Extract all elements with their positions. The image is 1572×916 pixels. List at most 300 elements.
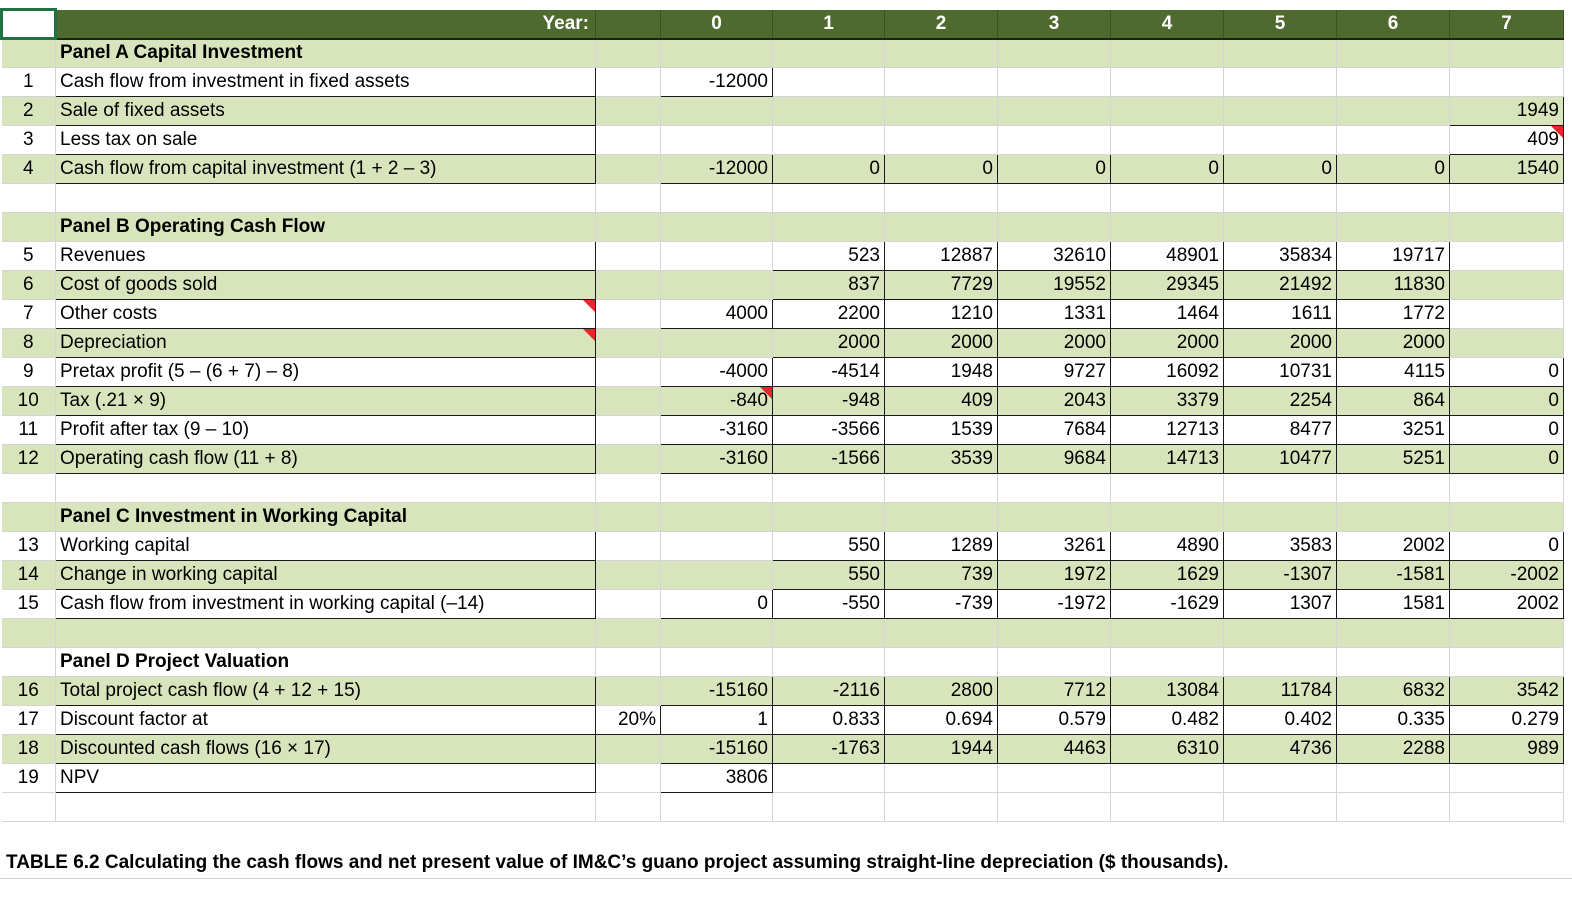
value-cell[interactable]: -12000 <box>661 68 773 97</box>
value-cell[interactable] <box>1337 764 1450 793</box>
value-cell[interactable]: -1972 <box>998 590 1111 619</box>
empty-cell[interactable] <box>1450 213 1564 242</box>
empty-cell[interactable] <box>1224 39 1337 68</box>
row-number[interactable]: 19 <box>2 764 56 793</box>
row-number[interactable]: 3 <box>2 126 56 155</box>
value-cell[interactable]: 4115 <box>1337 358 1450 387</box>
empty-cell[interactable] <box>773 474 885 503</box>
panel-title[interactable]: Panel D Project Valuation <box>56 648 596 677</box>
empty-cell[interactable] <box>56 793 596 822</box>
row-label[interactable]: Pretax profit (5 – (6 + 7) – 8) <box>56 358 596 387</box>
value-cell[interactable] <box>1337 97 1450 126</box>
value-cell[interactable] <box>773 764 885 793</box>
value-cell[interactable] <box>1450 271 1564 300</box>
value-cell[interactable]: 9727 <box>998 358 1111 387</box>
value-cell[interactable] <box>998 97 1111 126</box>
empty-cell[interactable] <box>773 184 885 213</box>
rate-cell[interactable] <box>596 271 661 300</box>
empty-cell[interactable] <box>56 474 596 503</box>
value-cell[interactable]: 2000 <box>1224 329 1337 358</box>
value-cell[interactable]: -15160 <box>661 677 773 706</box>
empty-cell[interactable] <box>885 619 998 648</box>
empty-cell[interactable] <box>596 619 661 648</box>
year-header-cell[interactable]: 2 <box>885 10 998 39</box>
value-cell[interactable]: 12887 <box>885 242 998 271</box>
value-cell[interactable]: 7729 <box>885 271 998 300</box>
value-cell[interactable]: 3261 <box>998 532 1111 561</box>
empty-cell[interactable] <box>661 474 773 503</box>
value-cell[interactable]: 2800 <box>885 677 998 706</box>
empty-cell[interactable] <box>661 793 773 822</box>
value-cell[interactable] <box>1224 97 1337 126</box>
empty-cell[interactable] <box>661 184 773 213</box>
value-cell[interactable]: -12000 <box>661 155 773 184</box>
empty-cell[interactable] <box>2 619 56 648</box>
value-cell[interactable]: -1566 <box>773 445 885 474</box>
row-label[interactable]: Cash flow from capital investment (1 + 2 – 3) <box>56 155 596 184</box>
value-cell[interactable]: 1289 <box>885 532 998 561</box>
value-cell[interactable] <box>1224 68 1337 97</box>
value-cell[interactable] <box>998 68 1111 97</box>
value-cell[interactable]: 3379 <box>1111 387 1224 416</box>
row-label[interactable]: Cost of goods sold <box>56 271 596 300</box>
value-cell[interactable]: 1772 <box>1337 300 1450 329</box>
empty-cell[interactable] <box>596 793 661 822</box>
empty-cell[interactable] <box>998 648 1111 677</box>
value-cell[interactable]: 409 <box>885 387 998 416</box>
value-cell[interactable]: 2043 <box>998 387 1111 416</box>
row-number-cell[interactable] <box>2 213 56 242</box>
rate-cell[interactable] <box>596 242 661 271</box>
value-cell[interactable]: 4000 <box>661 300 773 329</box>
rate-cell[interactable] <box>596 764 661 793</box>
row-number[interactable]: 11 <box>2 416 56 445</box>
value-cell[interactable]: 3539 <box>885 445 998 474</box>
value-cell[interactable]: 0 <box>1224 155 1337 184</box>
value-cell[interactable]: 0.402 <box>1224 706 1337 735</box>
value-cell[interactable] <box>1450 764 1564 793</box>
value-cell[interactable]: 2288 <box>1337 735 1450 764</box>
empty-cell[interactable] <box>1337 184 1450 213</box>
rate-cell[interactable] <box>596 677 661 706</box>
value-cell[interactable]: 0 <box>1450 387 1564 416</box>
empty-cell[interactable] <box>885 648 998 677</box>
rate-cell[interactable] <box>596 329 661 358</box>
empty-cell[interactable] <box>596 39 661 68</box>
value-cell[interactable] <box>998 764 1111 793</box>
value-cell[interactable]: 14713 <box>1111 445 1224 474</box>
empty-cell[interactable] <box>1337 503 1450 532</box>
empty-cell[interactable] <box>1224 213 1337 242</box>
value-cell[interactable]: 0 <box>885 155 998 184</box>
empty-cell[interactable] <box>661 39 773 68</box>
value-cell[interactable]: 1581 <box>1337 590 1450 619</box>
value-cell[interactable]: 1948 <box>885 358 998 387</box>
rate-cell[interactable] <box>596 590 661 619</box>
value-cell[interactable]: -3160 <box>661 445 773 474</box>
value-cell[interactable] <box>885 97 998 126</box>
value-cell[interactable]: -3566 <box>773 416 885 445</box>
empty-cell[interactable] <box>885 474 998 503</box>
value-cell[interactable]: 11784 <box>1224 677 1337 706</box>
value-cell[interactable]: -739 <box>885 590 998 619</box>
value-cell[interactable] <box>1111 764 1224 793</box>
empty-cell[interactable] <box>596 213 661 242</box>
value-cell[interactable]: 4736 <box>1224 735 1337 764</box>
row-label[interactable]: Total project cash flow (4 + 12 + 15) <box>56 677 596 706</box>
empty-cell[interactable] <box>661 503 773 532</box>
empty-cell[interactable] <box>1450 793 1564 822</box>
row-number[interactable]: 2 <box>2 97 56 126</box>
row-label[interactable]: Change in working capital <box>56 561 596 590</box>
value-cell[interactable]: 11830 <box>1337 271 1450 300</box>
value-cell[interactable]: 2000 <box>998 329 1111 358</box>
empty-cell[interactable] <box>56 619 596 648</box>
rate-cell[interactable] <box>596 561 661 590</box>
empty-cell[interactable] <box>1450 39 1564 68</box>
value-cell[interactable]: -550 <box>773 590 885 619</box>
empty-cell[interactable] <box>885 793 998 822</box>
row-number[interactable]: 14 <box>2 561 56 590</box>
row-number[interactable]: 1 <box>2 68 56 97</box>
value-cell[interactable]: 5251 <box>1337 445 1450 474</box>
value-cell[interactable]: 0 <box>1450 445 1564 474</box>
year-header-cell[interactable]: 1 <box>773 10 885 39</box>
rate-cell[interactable] <box>596 735 661 764</box>
value-cell[interactable]: 12713 <box>1111 416 1224 445</box>
value-cell[interactable]: 2000 <box>773 329 885 358</box>
empty-cell[interactable] <box>2 184 56 213</box>
value-cell[interactable]: 1464 <box>1111 300 1224 329</box>
empty-cell[interactable] <box>998 184 1111 213</box>
empty-cell[interactable] <box>1224 474 1337 503</box>
empty-cell[interactable] <box>998 39 1111 68</box>
empty-cell[interactable] <box>596 648 661 677</box>
row-label[interactable]: Cash flow from investment in working capital (–14) <box>56 590 596 619</box>
rate-cell[interactable] <box>596 155 661 184</box>
value-cell[interactable]: 0.335 <box>1337 706 1450 735</box>
value-cell[interactable] <box>1450 300 1564 329</box>
value-cell[interactable]: 35834 <box>1224 242 1337 271</box>
empty-cell[interactable] <box>1337 648 1450 677</box>
empty-cell[interactable] <box>661 648 773 677</box>
row-label[interactable]: Cash flow from investment in fixed assets <box>56 68 596 97</box>
panel-title[interactable]: Panel B Operating Cash Flow <box>56 213 596 242</box>
value-cell[interactable]: 0 <box>1111 155 1224 184</box>
rate-cell[interactable] <box>596 532 661 561</box>
value-cell[interactable] <box>1224 126 1337 155</box>
row-number-cell[interactable] <box>2 39 56 68</box>
row-label[interactable]: Less tax on sale <box>56 126 596 155</box>
value-cell[interactable] <box>1224 764 1337 793</box>
value-cell[interactable] <box>773 97 885 126</box>
empty-cell[interactable] <box>1450 619 1564 648</box>
row-number[interactable]: 18 <box>2 735 56 764</box>
value-cell[interactable]: 2000 <box>885 329 998 358</box>
empty-cell[interactable] <box>1111 793 1224 822</box>
row-number[interactable]: 16 <box>2 677 56 706</box>
empty-cell[interactable] <box>998 503 1111 532</box>
value-cell[interactable]: 48901 <box>1111 242 1224 271</box>
value-cell[interactable]: 3806 <box>661 764 773 793</box>
value-cell[interactable]: 0.694 <box>885 706 998 735</box>
value-cell[interactable]: 29345 <box>1111 271 1224 300</box>
empty-cell[interactable] <box>885 39 998 68</box>
row-number[interactable]: 5 <box>2 242 56 271</box>
value-cell[interactable]: 2200 <box>773 300 885 329</box>
value-cell[interactable]: -2116 <box>773 677 885 706</box>
value-cell[interactable]: 3542 <box>1450 677 1564 706</box>
header-cell[interactable] <box>596 10 661 39</box>
row-number[interactable]: 15 <box>2 590 56 619</box>
value-cell[interactable]: 9684 <box>998 445 1111 474</box>
value-cell[interactable] <box>661 532 773 561</box>
value-cell[interactable] <box>661 561 773 590</box>
empty-cell[interactable] <box>1224 793 1337 822</box>
rate-cell[interactable] <box>596 68 661 97</box>
value-cell[interactable]: 0 <box>661 590 773 619</box>
value-cell[interactable]: 550 <box>773 561 885 590</box>
value-cell[interactable]: 19552 <box>998 271 1111 300</box>
value-cell[interactable]: -4000 <box>661 358 773 387</box>
value-cell[interactable]: 32610 <box>998 242 1111 271</box>
year-header-cell[interactable]: 7 <box>1450 10 1564 39</box>
value-cell[interactable]: 19717 <box>1337 242 1450 271</box>
value-cell[interactable]: 3583 <box>1224 532 1337 561</box>
value-cell[interactable]: 10477 <box>1224 445 1337 474</box>
value-cell[interactable]: 0.482 <box>1111 706 1224 735</box>
value-cell[interactable]: 7712 <box>998 677 1111 706</box>
empty-cell[interactable] <box>885 503 998 532</box>
value-cell[interactable] <box>661 97 773 126</box>
empty-cell[interactable] <box>998 619 1111 648</box>
value-cell[interactable]: -1763 <box>773 735 885 764</box>
value-cell[interactable]: -15160 <box>661 735 773 764</box>
panel-title[interactable]: Panel C Investment in Working Capital <box>56 503 596 532</box>
value-cell[interactable] <box>1111 97 1224 126</box>
empty-cell[interactable] <box>1337 39 1450 68</box>
value-cell[interactable]: 0 <box>1450 416 1564 445</box>
value-cell[interactable]: 0.579 <box>998 706 1111 735</box>
value-cell[interactable] <box>661 242 773 271</box>
empty-cell[interactable] <box>1450 474 1564 503</box>
empty-cell[interactable] <box>1111 474 1224 503</box>
value-cell[interactable] <box>661 329 773 358</box>
value-cell[interactable]: 0 <box>773 155 885 184</box>
value-cell[interactable]: -948 <box>773 387 885 416</box>
value-cell[interactable] <box>885 126 998 155</box>
value-cell[interactable]: 1944 <box>885 735 998 764</box>
value-cell[interactable] <box>1337 126 1450 155</box>
value-cell[interactable] <box>773 68 885 97</box>
empty-cell[interactable] <box>998 474 1111 503</box>
value-cell[interactable] <box>1111 68 1224 97</box>
empty-cell[interactable] <box>1224 184 1337 213</box>
value-cell[interactable]: 1972 <box>998 561 1111 590</box>
value-cell[interactable]: 523 <box>773 242 885 271</box>
value-cell[interactable]: 7684 <box>998 416 1111 445</box>
empty-cell[interactable] <box>1111 619 1224 648</box>
value-cell[interactable]: 0.279 <box>1450 706 1564 735</box>
empty-cell[interactable] <box>1111 39 1224 68</box>
value-cell[interactable]: 1540 <box>1450 155 1564 184</box>
empty-cell[interactable] <box>998 213 1111 242</box>
value-cell[interactable]: -1307 <box>1224 561 1337 590</box>
value-cell[interactable]: 0 <box>998 155 1111 184</box>
value-cell[interactable]: 4463 <box>998 735 1111 764</box>
row-number[interactable]: 12 <box>2 445 56 474</box>
value-cell[interactable]: 2254 <box>1224 387 1337 416</box>
empty-cell[interactable] <box>1337 793 1450 822</box>
empty-cell[interactable] <box>773 503 885 532</box>
year-header-cell[interactable]: 3 <box>998 10 1111 39</box>
row-label[interactable]: Other costs <box>56 300 596 329</box>
value-cell[interactable]: 3251 <box>1337 416 1450 445</box>
panel-title[interactable]: Panel A Capital Investment <box>56 39 596 68</box>
row-number-cell[interactable] <box>2 503 56 532</box>
value-cell[interactable]: 1331 <box>998 300 1111 329</box>
value-cell[interactable]: 4890 <box>1111 532 1224 561</box>
value-cell[interactable]: -1581 <box>1337 561 1450 590</box>
selected-cell[interactable] <box>2 10 56 39</box>
rate-cell[interactable] <box>596 358 661 387</box>
value-cell[interactable] <box>661 271 773 300</box>
empty-cell[interactable] <box>773 793 885 822</box>
value-cell[interactable]: 2000 <box>1337 329 1450 358</box>
row-number[interactable]: 10 <box>2 387 56 416</box>
empty-cell[interactable] <box>1111 503 1224 532</box>
empty-cell[interactable] <box>2 474 56 503</box>
row-label[interactable]: Sale of fixed assets <box>56 97 596 126</box>
row-number[interactable]: 8 <box>2 329 56 358</box>
value-cell[interactable]: 0.833 <box>773 706 885 735</box>
value-cell[interactable]: -4514 <box>773 358 885 387</box>
value-cell[interactable]: 1629 <box>1111 561 1224 590</box>
empty-cell[interactable] <box>998 793 1111 822</box>
empty-cell[interactable] <box>596 184 661 213</box>
year-label[interactable]: Year: <box>56 10 596 39</box>
empty-cell[interactable] <box>1450 648 1564 677</box>
value-cell[interactable]: 2002 <box>1450 590 1564 619</box>
row-number[interactable]: 9 <box>2 358 56 387</box>
rate-cell[interactable]: 20% <box>596 706 661 735</box>
value-cell[interactable]: -840 <box>661 387 773 416</box>
value-cell[interactable]: 1611 <box>1224 300 1337 329</box>
value-cell[interactable]: -3160 <box>661 416 773 445</box>
empty-cell[interactable] <box>56 184 596 213</box>
value-cell[interactable]: 989 <box>1450 735 1564 764</box>
empty-cell[interactable] <box>773 39 885 68</box>
rate-cell[interactable] <box>596 300 661 329</box>
empty-cell[interactable] <box>596 503 661 532</box>
row-number[interactable]: 4 <box>2 155 56 184</box>
value-cell[interactable] <box>661 126 773 155</box>
rate-cell[interactable] <box>596 126 661 155</box>
empty-cell[interactable] <box>596 474 661 503</box>
value-cell[interactable]: 0 <box>1337 155 1450 184</box>
rate-cell[interactable] <box>596 387 661 416</box>
row-number[interactable]: 7 <box>2 300 56 329</box>
value-cell[interactable]: 2000 <box>1111 329 1224 358</box>
empty-cell[interactable] <box>773 213 885 242</box>
row-label[interactable]: NPV <box>56 764 596 793</box>
value-cell[interactable]: 10731 <box>1224 358 1337 387</box>
empty-cell[interactable] <box>1111 648 1224 677</box>
value-cell[interactable] <box>1450 68 1564 97</box>
empty-cell[interactable] <box>1337 619 1450 648</box>
year-header-cell[interactable]: 6 <box>1337 10 1450 39</box>
row-label[interactable]: Depreciation <box>56 329 596 358</box>
value-cell[interactable]: 739 <box>885 561 998 590</box>
empty-cell[interactable] <box>1224 648 1337 677</box>
empty-cell[interactable] <box>773 619 885 648</box>
row-label[interactable]: Operating cash flow (11 + 8) <box>56 445 596 474</box>
empty-cell[interactable] <box>1337 474 1450 503</box>
year-header-cell[interactable]: 4 <box>1111 10 1224 39</box>
value-cell[interactable]: 0 <box>1450 358 1564 387</box>
value-cell[interactable]: 1539 <box>885 416 998 445</box>
empty-cell[interactable] <box>885 184 998 213</box>
row-label[interactable]: Tax (.21 × 9) <box>56 387 596 416</box>
value-cell[interactable] <box>1111 126 1224 155</box>
value-cell[interactable]: 2002 <box>1337 532 1450 561</box>
value-cell[interactable] <box>1450 329 1564 358</box>
row-label[interactable]: Discounted cash flows (16 × 17) <box>56 735 596 764</box>
empty-cell[interactable] <box>2 793 56 822</box>
value-cell[interactable]: 8477 <box>1224 416 1337 445</box>
value-cell[interactable] <box>885 764 998 793</box>
empty-cell[interactable] <box>1111 184 1224 213</box>
value-cell[interactable]: 1 <box>661 706 773 735</box>
row-number[interactable]: 6 <box>2 271 56 300</box>
empty-cell[interactable] <box>1450 184 1564 213</box>
empty-cell[interactable] <box>885 213 998 242</box>
value-cell[interactable]: 21492 <box>1224 271 1337 300</box>
empty-cell[interactable] <box>1111 213 1224 242</box>
value-cell[interactable]: 837 <box>773 271 885 300</box>
empty-cell[interactable] <box>773 648 885 677</box>
value-cell[interactable]: -2002 <box>1450 561 1564 590</box>
value-cell[interactable] <box>773 126 885 155</box>
empty-cell[interactable] <box>1450 503 1564 532</box>
empty-cell[interactable] <box>661 619 773 648</box>
value-cell[interactable]: 13084 <box>1111 677 1224 706</box>
rate-cell[interactable] <box>596 97 661 126</box>
row-label[interactable]: Profit after tax (9 – 10) <box>56 416 596 445</box>
rate-cell[interactable] <box>596 416 661 445</box>
value-cell[interactable] <box>1450 242 1564 271</box>
empty-cell[interactable] <box>661 213 773 242</box>
row-label[interactable]: Discount factor at <box>56 706 596 735</box>
value-cell[interactable]: 550 <box>773 532 885 561</box>
empty-cell[interactable] <box>1224 619 1337 648</box>
value-cell[interactable]: 864 <box>1337 387 1450 416</box>
value-cell[interactable]: 16092 <box>1111 358 1224 387</box>
row-label[interactable]: Working capital <box>56 532 596 561</box>
year-header-cell[interactable]: 5 <box>1224 10 1337 39</box>
value-cell[interactable]: 6310 <box>1111 735 1224 764</box>
value-cell[interactable]: 6832 <box>1337 677 1450 706</box>
year-header-cell[interactable]: 0 <box>661 10 773 39</box>
value-cell[interactable]: 1949 <box>1450 97 1564 126</box>
value-cell[interactable] <box>1337 68 1450 97</box>
value-cell[interactable] <box>885 68 998 97</box>
row-number[interactable]: 13 <box>2 532 56 561</box>
value-cell[interactable]: 1307 <box>1224 590 1337 619</box>
row-number-cell[interactable] <box>2 648 56 677</box>
value-cell[interactable]: 1210 <box>885 300 998 329</box>
empty-cell[interactable] <box>1224 503 1337 532</box>
